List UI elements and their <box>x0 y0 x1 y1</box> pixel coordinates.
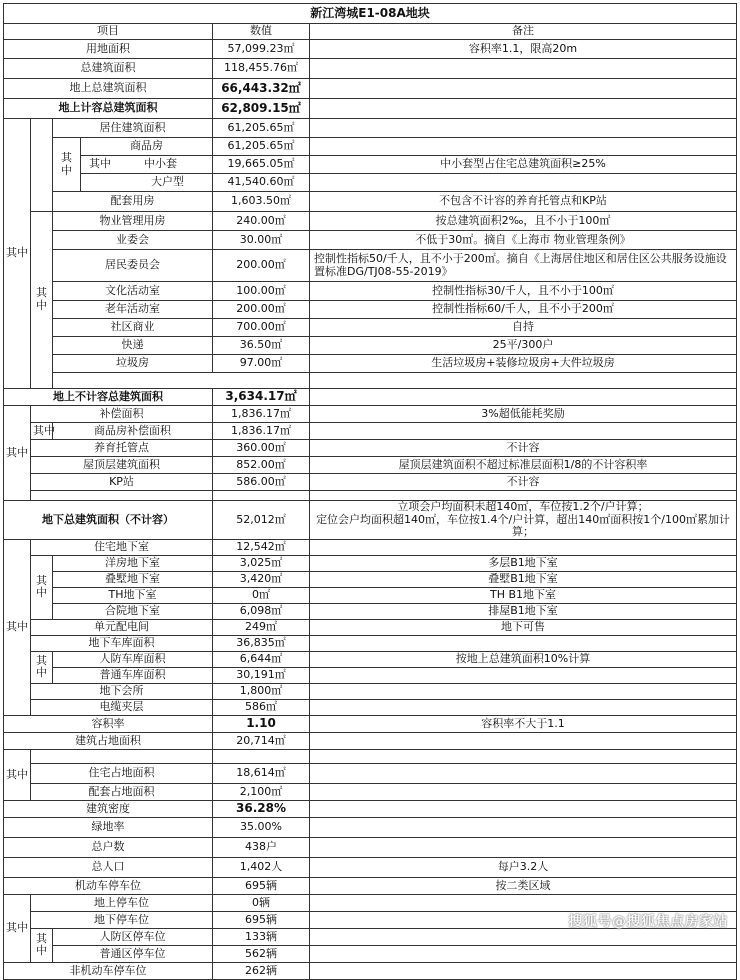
value-footprint: 20,714㎡ <box>213 732 310 749</box>
table-row <box>4 635 737 651</box>
value-green: 35.00% <box>213 817 310 837</box>
table-row <box>4 763 737 783</box>
subgroup-label-qizhong <box>53 138 81 192</box>
note-empty <box>310 423 737 440</box>
value-residential: 61,205.65㎡ <box>213 119 310 138</box>
qi-char: 其 <box>36 286 47 300</box>
label-large-text: 大户型 <box>151 175 184 189</box>
note-empty <box>310 699 737 715</box>
note-empty <box>310 539 737 555</box>
table-row <box>4 837 737 857</box>
note-empty <box>310 800 737 817</box>
title-row <box>4 4 737 24</box>
note-empty <box>310 732 737 749</box>
note-empty <box>310 667 737 683</box>
watermark-text: 搜狐号@搜狐焦点房家站 <box>568 914 728 930</box>
qi-char: 其 <box>36 653 47 667</box>
value-roof-layer: 852.00㎡ <box>213 457 310 474</box>
label-density: 建筑密度 <box>4 800 213 817</box>
label-community-commerce: 社区商业 <box>53 319 213 337</box>
label-normal-garage: 普通车库面积 <box>53 667 213 683</box>
subgroup-blank <box>31 119 53 212</box>
value-normal-garage: 30,191㎡ <box>213 667 310 683</box>
label-above-gfa: 地上总建筑面积 <box>4 79 213 99</box>
subgroup-label-qizhong <box>31 555 53 619</box>
value-households: 438户 <box>213 837 310 857</box>
table-row <box>4 715 737 732</box>
value-blank <box>213 491 310 501</box>
label-clubhouse: 地下会所 <box>31 683 213 699</box>
value-courtyard-basement: 6,098㎡ <box>213 603 310 619</box>
group-label-qizhong: 其中 <box>4 406 31 501</box>
subgroup-label-qizhong: 其中 <box>31 423 53 440</box>
value-res-footprint: 18,614㎡ <box>213 763 310 783</box>
note-empty <box>310 79 737 99</box>
table-row <box>4 250 737 282</box>
note-courtyard-basement: 排屋B1地下室 <box>310 603 737 619</box>
note-residents-committee: 控制性指标50/千人，且不小于200㎡。摘自《上海居住地区和居住区公共服务设施设置标准DG/TJ08-55-2019》 <box>310 250 737 282</box>
value-elderly-care: 360.00㎡ <box>213 440 310 457</box>
qi-char: 其 <box>36 573 47 587</box>
value-underground-total: 52,012㎡ <box>213 501 310 540</box>
note-empty <box>310 837 737 857</box>
label-stacked-basement: 叠墅地下室 <box>53 571 213 587</box>
table-row <box>4 699 737 715</box>
label-far: 容积率 <box>4 715 213 732</box>
group-label-qizhong: 其中 <box>4 894 31 962</box>
label-kp: KP站 <box>31 474 213 491</box>
value-property-mgmt: 240.00㎡ <box>213 212 310 231</box>
table-row <box>4 301 737 319</box>
header-note: 备注 <box>310 24 737 40</box>
value-above-far-gfa: 62,809.15㎡ <box>213 99 310 119</box>
table-row <box>4 40 737 59</box>
note-empty <box>310 174 737 192</box>
note-population: 每户3.2人 <box>310 857 737 877</box>
value-motor-parking: 695辆 <box>213 877 310 894</box>
value-express: 36.50㎡ <box>213 337 310 355</box>
label-nonmotor-parking: 非机动车停车位 <box>4 962 213 979</box>
label-site-area: 用地面积 <box>4 40 213 59</box>
note-underground-line1: 立项会户均面积未超140㎡，车位按1.2个/户计算； <box>397 500 649 513</box>
value-blank <box>310 373 737 389</box>
table-row <box>4 619 737 635</box>
note-roof-layer: 屋顶层建筑面积不超过标准层面积1/8的不计容积率 <box>310 457 737 474</box>
note-community-commerce: 自持 <box>310 319 737 337</box>
note-property-mgmt: 按总建筑面积2‰，且不小于100㎡ <box>310 212 737 231</box>
note-owners-committee: 不低于30㎡。摘自《上海市 物业管理条例》 <box>310 231 737 250</box>
value-community-commerce: 700.00㎡ <box>213 319 310 337</box>
label-civil-defense-garage: 人防车库面积 <box>53 651 213 667</box>
note-empty <box>310 783 737 800</box>
label-owners-committee: 业委会 <box>53 231 213 250</box>
table-row <box>4 337 737 355</box>
note-mid-small: 中小套型占住宅总建筑面积≥25% <box>310 156 737 174</box>
label-commodity-comp: 商品房补偿面积 <box>53 423 213 440</box>
note-express: 25平/300户 <box>310 337 737 355</box>
zhong-char: 中 <box>36 586 47 600</box>
note-underground-line2: 定位会户均面积超140㎡，车位按1.4个/户计算，超出140㎡面积按1个/100㎡累加计算； <box>316 512 730 539</box>
table-row <box>4 406 737 423</box>
table-row <box>4 945 737 962</box>
label-total-gfa: 总建筑面积 <box>4 59 213 79</box>
table-row <box>4 373 737 389</box>
value-support-footprint: 2,100㎡ <box>213 783 310 800</box>
table-row <box>4 59 737 79</box>
zhong-char: 中 <box>61 163 72 177</box>
note-supporting: 不包含不计容的养育托管点和KP站 <box>310 192 737 212</box>
note-empty <box>310 749 737 763</box>
note-culture: 控制性指标30/千人，且不小于100㎡ <box>310 282 737 301</box>
label-blank <box>53 373 310 389</box>
note-elderly-care: 不计容 <box>310 440 737 457</box>
note-stacked-basement: 叠墅B1地下室 <box>310 571 737 587</box>
value-elderly: 200.00㎡ <box>213 301 310 319</box>
value-owners-committee: 30.00㎡ <box>213 231 310 250</box>
value-nonmotor-parking: 262辆 <box>213 962 310 979</box>
value-far: 1.10 <box>213 715 310 732</box>
value-civil-defense-garage: 6,644㎡ <box>213 651 310 667</box>
table-row <box>4 212 737 231</box>
label-support-footprint: 配套占地面积 <box>31 783 213 800</box>
value-commodity-comp: 1,836.17㎡ <box>213 423 310 440</box>
table-row <box>4 667 737 683</box>
table-row <box>4 423 737 440</box>
value-culture: 100.00㎡ <box>213 282 310 301</box>
label-power-room: 单元配电间 <box>31 619 213 635</box>
label-res-footprint: 住宅占地面积 <box>31 763 213 783</box>
table-row <box>4 389 737 406</box>
table-row <box>4 174 737 192</box>
table-row <box>4 355 737 373</box>
value-kp: 586.00㎡ <box>213 474 310 491</box>
value-stacked-basement: 3,420㎡ <box>213 571 310 587</box>
table-row <box>4 99 737 119</box>
label-roof-layer: 屋顶层建筑面积 <box>31 457 213 474</box>
table-row <box>4 319 737 337</box>
label-underground-total: 地下总建筑面积（不计容） <box>4 501 213 540</box>
label-large <box>81 174 213 192</box>
label-cd-parking: 人防区停车位 <box>53 928 213 945</box>
note-garbage: 生活垃圾房+装修垃圾房+大件垃圾房 <box>310 355 737 373</box>
table-row <box>4 119 737 138</box>
label-residential: 居住建筑面积 <box>53 119 213 138</box>
table-row <box>4 877 737 894</box>
header-item: 项目 <box>4 24 213 40</box>
table-row <box>4 749 737 763</box>
note-empty <box>310 99 737 119</box>
label-elderly: 老年活动室 <box>53 301 213 319</box>
label-population: 总人口 <box>4 857 213 877</box>
label-culture: 文化活动室 <box>53 282 213 301</box>
value-blank <box>213 749 310 763</box>
subgroup-label-qizhong <box>31 212 53 389</box>
label-cable-mezz: 电缆夹层 <box>31 699 213 715</box>
label-footprint: 建筑占地面积 <box>4 732 213 749</box>
table-row <box>4 440 737 457</box>
value-power-room: 249㎡ <box>213 619 310 635</box>
label-above-parking: 地上停车位 <box>31 894 213 911</box>
value-above-parking: 0辆 <box>213 894 310 911</box>
label-above-non-far: 地上不计容总建筑面积 <box>4 389 213 406</box>
table-row <box>4 231 737 250</box>
zhong-char: 中 <box>36 944 47 958</box>
note-motor-parking: 按二类区域 <box>310 877 737 894</box>
value-cd-parking: 133辆 <box>213 928 310 945</box>
value-normal-parking: 562辆 <box>213 945 310 962</box>
value-clubhouse: 1,800㎡ <box>213 683 310 699</box>
label-blank <box>31 749 213 763</box>
label-th-basement: TH地下室 <box>53 587 213 603</box>
note-civil-defense-garage: 按地上总建筑面积10%计算 <box>310 651 737 667</box>
table-row <box>4 282 737 301</box>
label-property-mgmt: 物业管理用房 <box>53 212 213 231</box>
qi-char: 其 <box>36 931 47 945</box>
value-res-basement: 12,542㎡ <box>213 539 310 555</box>
label-above-far-gfa: 地上计容总建筑面积 <box>4 99 213 119</box>
note-power-room: 地下可售 <box>310 619 737 635</box>
note-empty <box>310 491 737 501</box>
table-row <box>4 501 737 540</box>
label-under-parking: 地下停车位 <box>31 911 213 928</box>
table-row <box>4 474 737 491</box>
table-row <box>4 783 737 800</box>
note-compensation: 3%超低能耗奖励 <box>310 406 737 423</box>
label-elderly-care: 养育托管点 <box>31 440 213 457</box>
note-far: 容积率不大于1.1 <box>310 715 737 732</box>
note-empty <box>310 635 737 651</box>
zhong-char: 中 <box>36 666 47 680</box>
note-empty <box>310 962 737 979</box>
group-label-qizhong: 其中 <box>4 119 31 389</box>
table-row <box>4 817 737 837</box>
value-cable-mezz: 586㎡ <box>213 699 310 715</box>
value-above-non-far: 3,634.17㎡ <box>213 389 310 406</box>
table-row <box>4 539 737 555</box>
building-indicator-table <box>3 3 737 980</box>
value-supporting: 1,603.50㎡ <box>213 192 310 212</box>
note-villa-basement: 多层B1地下室 <box>310 555 737 571</box>
note-th-basement: TH B1地下室 <box>310 587 737 603</box>
note-empty <box>310 894 737 911</box>
label-households: 总户数 <box>4 837 213 857</box>
value-population: 1,402人 <box>213 857 310 877</box>
label-villa-basement: 洋房地下室 <box>53 555 213 571</box>
label-express: 快递 <box>53 337 213 355</box>
label-blank <box>31 491 213 501</box>
label-compensation: 补偿面积 <box>31 406 213 423</box>
table-row <box>4 962 737 979</box>
label-mid-small-text: 中小套 <box>144 157 177 171</box>
value-site-area: 57,099.23㎡ <box>213 40 310 59</box>
subgroup-label-qizhong <box>31 928 53 962</box>
table-row <box>4 683 737 699</box>
subgroup-label-qizhong <box>31 651 53 683</box>
note-underground-total <box>310 501 737 540</box>
table-row <box>4 800 737 817</box>
zhong-char: 中 <box>36 299 47 312</box>
note-elderly: 控制性指标60/千人，且不小于200㎡ <box>310 301 737 319</box>
table-row <box>4 156 737 174</box>
label-supporting: 配套用房 <box>53 192 213 212</box>
table-row <box>4 651 737 667</box>
value-garage: 36,835㎡ <box>213 635 310 651</box>
label-commodity: 商品房 <box>81 138 213 156</box>
value-commodity: 61,205.65㎡ <box>213 138 310 156</box>
note-kp: 不计容 <box>310 474 737 491</box>
label-residents-committee: 居民委员会 <box>53 250 213 282</box>
value-villa-basement: 3,025㎡ <box>213 555 310 571</box>
table-row <box>4 555 737 571</box>
note-site-area: 容积率1.1，限高20m <box>310 40 737 59</box>
value-above-gfa: 66,443.32㎡ <box>213 79 310 99</box>
value-th-basement: 0㎡ <box>213 587 310 603</box>
table-row <box>4 491 737 501</box>
label-motor-parking: 机动车停车位 <box>4 877 213 894</box>
note-empty <box>310 817 737 837</box>
value-under-parking: 695辆 <box>213 911 310 928</box>
qi-char: 其 <box>61 150 72 164</box>
label-green: 绿地率 <box>4 817 213 837</box>
table-row <box>4 79 737 99</box>
value-mid-small: 19,665.05㎡ <box>213 156 310 174</box>
table-row <box>4 857 737 877</box>
value-total-gfa: 118,455.76㎡ <box>213 59 310 79</box>
note-empty <box>310 763 737 783</box>
label-garage: 地下车库面积 <box>31 635 213 651</box>
label-mid-small <box>81 156 213 174</box>
header-row <box>4 24 737 40</box>
label-courtyard-basement: 合院地下室 <box>53 603 213 619</box>
note-empty <box>310 945 737 962</box>
value-compensation: 1,836.17㎡ <box>213 406 310 423</box>
table-row <box>4 192 737 212</box>
label-garbage: 垃圾房 <box>53 355 213 373</box>
header-value: 数值 <box>213 24 310 40</box>
label-normal-parking: 普通区停车位 <box>53 945 213 962</box>
table-row <box>4 138 737 156</box>
group-label-qizhong: 其中 <box>4 749 31 800</box>
note-empty <box>310 389 737 406</box>
table-row <box>4 587 737 603</box>
table-row <box>4 732 737 749</box>
table-title: 新江湾城E1-08A地块 <box>4 4 737 24</box>
group-label-qizhong: 其中 <box>4 539 31 715</box>
value-residents-committee: 200.00㎡ <box>213 250 310 282</box>
note-empty <box>310 119 737 138</box>
note-empty <box>310 138 737 156</box>
table-row <box>4 457 737 474</box>
note-empty <box>310 59 737 79</box>
value-large: 41,540.60㎡ <box>213 174 310 192</box>
table-row <box>4 894 737 911</box>
qizhong-inline: 其中 <box>89 157 111 171</box>
label-res-basement: 住宅地下室 <box>31 539 213 555</box>
table-row <box>4 571 737 587</box>
table-row <box>4 603 737 619</box>
note-empty <box>310 683 737 699</box>
value-garbage: 97.00㎡ <box>213 355 310 373</box>
value-density: 36.28% <box>213 800 310 817</box>
